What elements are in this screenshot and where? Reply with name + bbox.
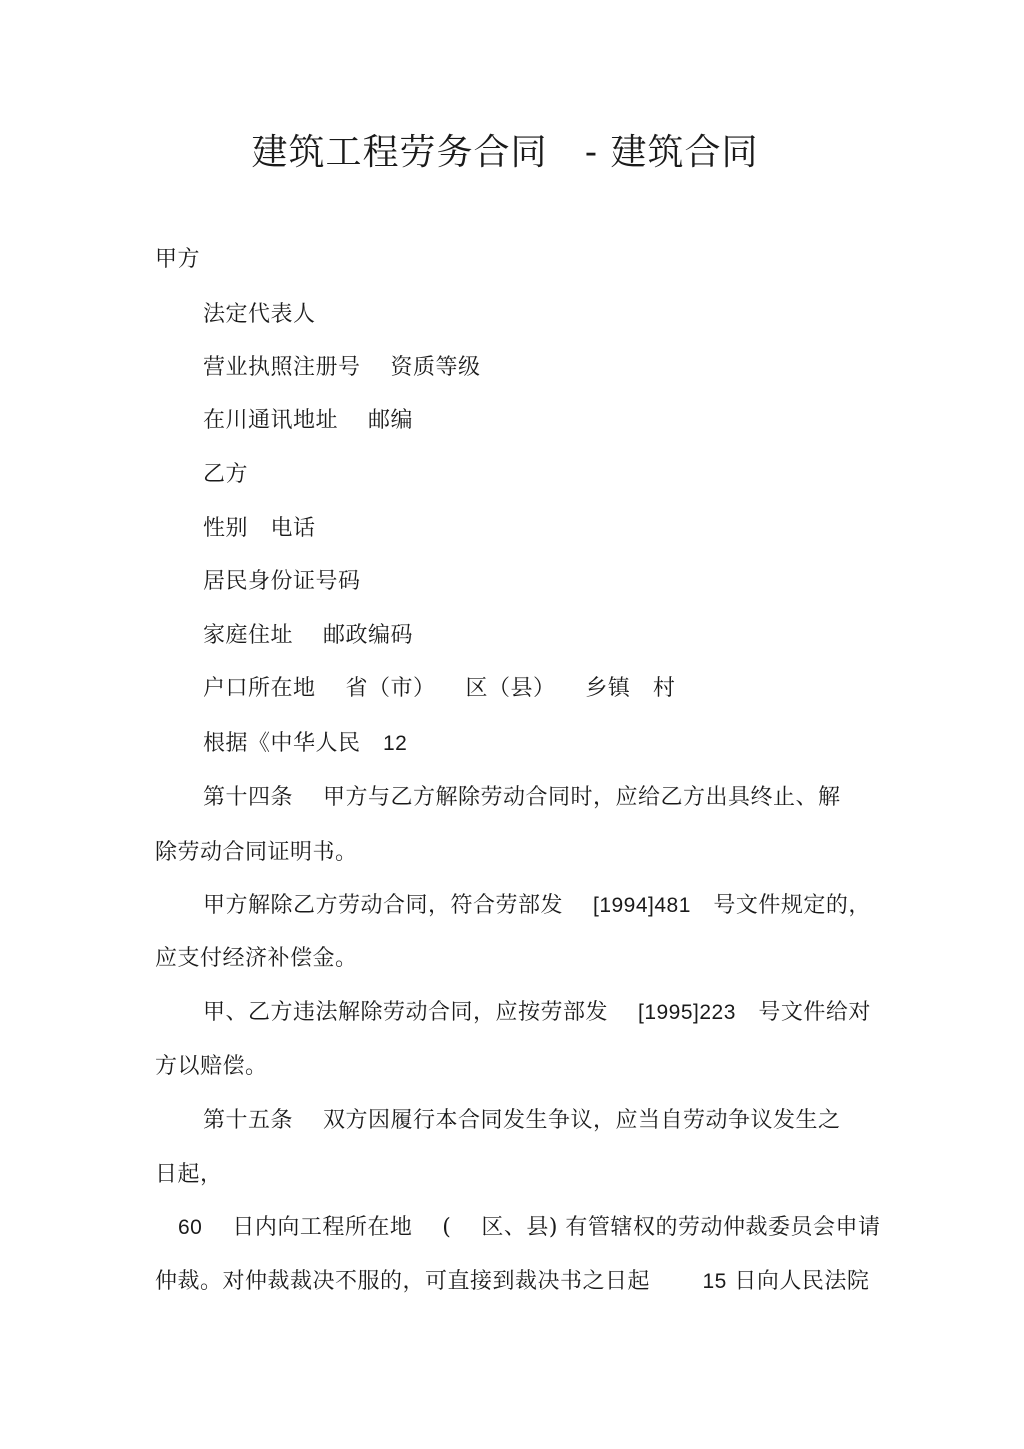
article-14-line-2: 除劳动合同证明书。 [155, 840, 358, 865]
party-a-field-legal-rep: 法定代表人 [203, 302, 316, 327]
days-60: 60 [178, 1216, 203, 1239]
para-2-text-a: 甲方解除乙方劳动合同，符合劳部发 [203, 893, 593, 918]
article-14-para-3-line-1 [203, 998, 871, 1028]
party-a-field-address: 在川通讯地址 邮编 [203, 408, 413, 433]
basis-prefix: 根据《中华人民 [203, 731, 383, 756]
article-14-para-2-line-2: 应支付经济补偿金。 [155, 946, 358, 971]
document-title: 建筑工程劳务合同 - 建筑合同 [251, 132, 759, 173]
basis-number: 12 [382, 732, 408, 755]
article-14-para-3-line-2: 方以赔偿。 [155, 1054, 268, 1079]
article-15-line-4 [155, 1267, 869, 1297]
days-15: 15 [702, 1270, 727, 1293]
basis-line [203, 729, 407, 759]
article-15-line-2: 日起， [155, 1162, 223, 1187]
party-b-field-home-address: 家庭住址 邮政编码 [203, 623, 413, 648]
para-2-text-b: 号文件规定的， [690, 893, 871, 918]
article-15-line-1: 第十五条 双方因履行本合同发生争议，应当自劳动争议发生之 [203, 1108, 841, 1133]
para-3-doc-number: [1995]223 [637, 1001, 736, 1024]
party-b-label: 乙方 [203, 462, 249, 487]
para-2-doc-number: [1994]481 [592, 894, 691, 917]
para-3-text-b: 号文件给对 [735, 1000, 871, 1025]
party-b-field-gender-phone: 性别 电话 [203, 516, 316, 541]
article-14-para-2-line-1 [203, 891, 871, 921]
article-15-line-4-text-a: 仲裁。对仲裁裁决不服的，可直接到裁决书之日起 [155, 1269, 703, 1294]
party-b-field-id-number: 居民身份证号码 [203, 569, 361, 594]
para-3-text-a: 甲、乙方违法解除劳动合同，应按劳部发 [203, 1000, 638, 1025]
article-15-line-3-text: 日内向工程所在地 ( 区、县) 有管辖权的劳动仲裁委员会申请 [202, 1215, 881, 1240]
party-b-field-household-registration: 户口所在地 省（市） 区（县） 乡镇 村 [203, 676, 676, 701]
party-a-field-license: 营业执照注册号 资质等级 [203, 355, 481, 380]
article-15-line-3 [178, 1213, 880, 1243]
article-15-line-4-text-b: 日向人民法院 [726, 1269, 870, 1294]
party-a-label: 甲方 [155, 247, 201, 272]
article-14-line-1: 第十四条 甲方与乙方解除劳动合同时，应给乙方出具终止、解 [203, 785, 841, 810]
